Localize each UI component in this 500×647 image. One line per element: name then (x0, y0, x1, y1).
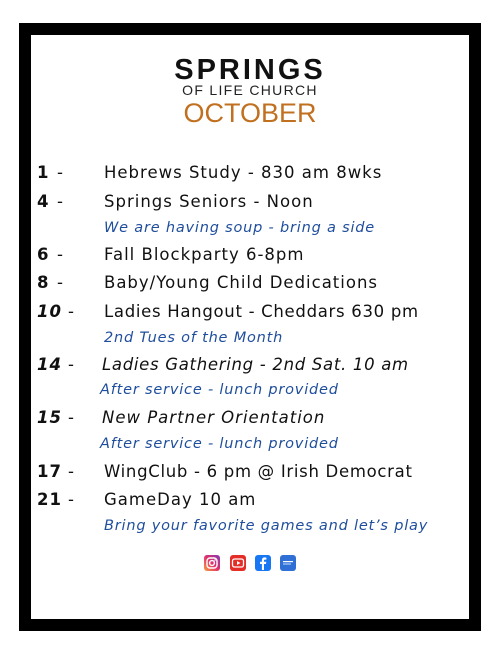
event-sep: - (57, 163, 64, 182)
event-row (37, 490, 257, 509)
website-icon[interactable] (280, 555, 296, 571)
event-day: 8 (37, 273, 50, 292)
event-row (37, 245, 305, 264)
event-title: WingClub - 6 pm @ Irish Democrat (104, 462, 413, 481)
event-title: Fall Blockparty 6-8pm (104, 245, 305, 264)
event-row (37, 302, 419, 321)
event-title: Springs Seniors - Noon (104, 192, 314, 211)
event-day: 10 (37, 302, 62, 321)
logo-title: SPRINGS (174, 54, 326, 86)
event-day: 4 (37, 192, 50, 211)
youtube-icon[interactable] (230, 555, 246, 571)
event-row (37, 355, 409, 374)
logo-subtitle: OF LIFE CHURCH (182, 82, 318, 98)
event-row (37, 163, 383, 182)
month-heading: OCTOBER (183, 98, 317, 128)
event-day: 15 (37, 408, 62, 427)
event-day: 21 (37, 490, 62, 509)
event-note: Bring your favorite games and let’s play (104, 518, 429, 534)
event-day: 1 (37, 163, 50, 182)
event-row (37, 408, 326, 427)
event-title: New Partner Orientation (102, 408, 326, 427)
event-note: We are having soup - bring a side (104, 220, 376, 236)
event-title: Ladies Hangout - Cheddars 630 pm (104, 302, 419, 321)
event-title: GameDay 10 am (104, 490, 257, 509)
event-title: Hebrews Study - 830 am 8wks (104, 163, 383, 182)
event-day: 17 (37, 462, 62, 481)
event-sep: - (68, 462, 75, 481)
event-note: After service - lunch provided (100, 436, 339, 452)
event-title: Baby/Young Child Dedications (104, 273, 379, 292)
event-sep: - (57, 273, 64, 292)
page-frame (19, 23, 481, 631)
facebook-icon[interactable] (255, 555, 271, 571)
event-sep: - (68, 302, 75, 321)
church-logo (31, 55, 469, 129)
event-note: 2nd Tues of the Month (104, 330, 284, 346)
event-sep: - (57, 245, 64, 264)
event-sep: - (57, 192, 64, 211)
event-row (37, 273, 379, 292)
event-day: 14 (37, 355, 62, 374)
event-row (37, 462, 413, 481)
instagram-icon[interactable] (204, 555, 220, 571)
event-title: Ladies Gathering - 2nd Sat. 10 am (102, 355, 409, 374)
event-sep: - (68, 490, 75, 509)
event-row (37, 192, 314, 211)
event-day: 6 (37, 245, 50, 264)
event-sep: - (68, 355, 75, 374)
event-note: After service - lunch provided (100, 382, 339, 398)
event-sep: - (68, 408, 75, 427)
